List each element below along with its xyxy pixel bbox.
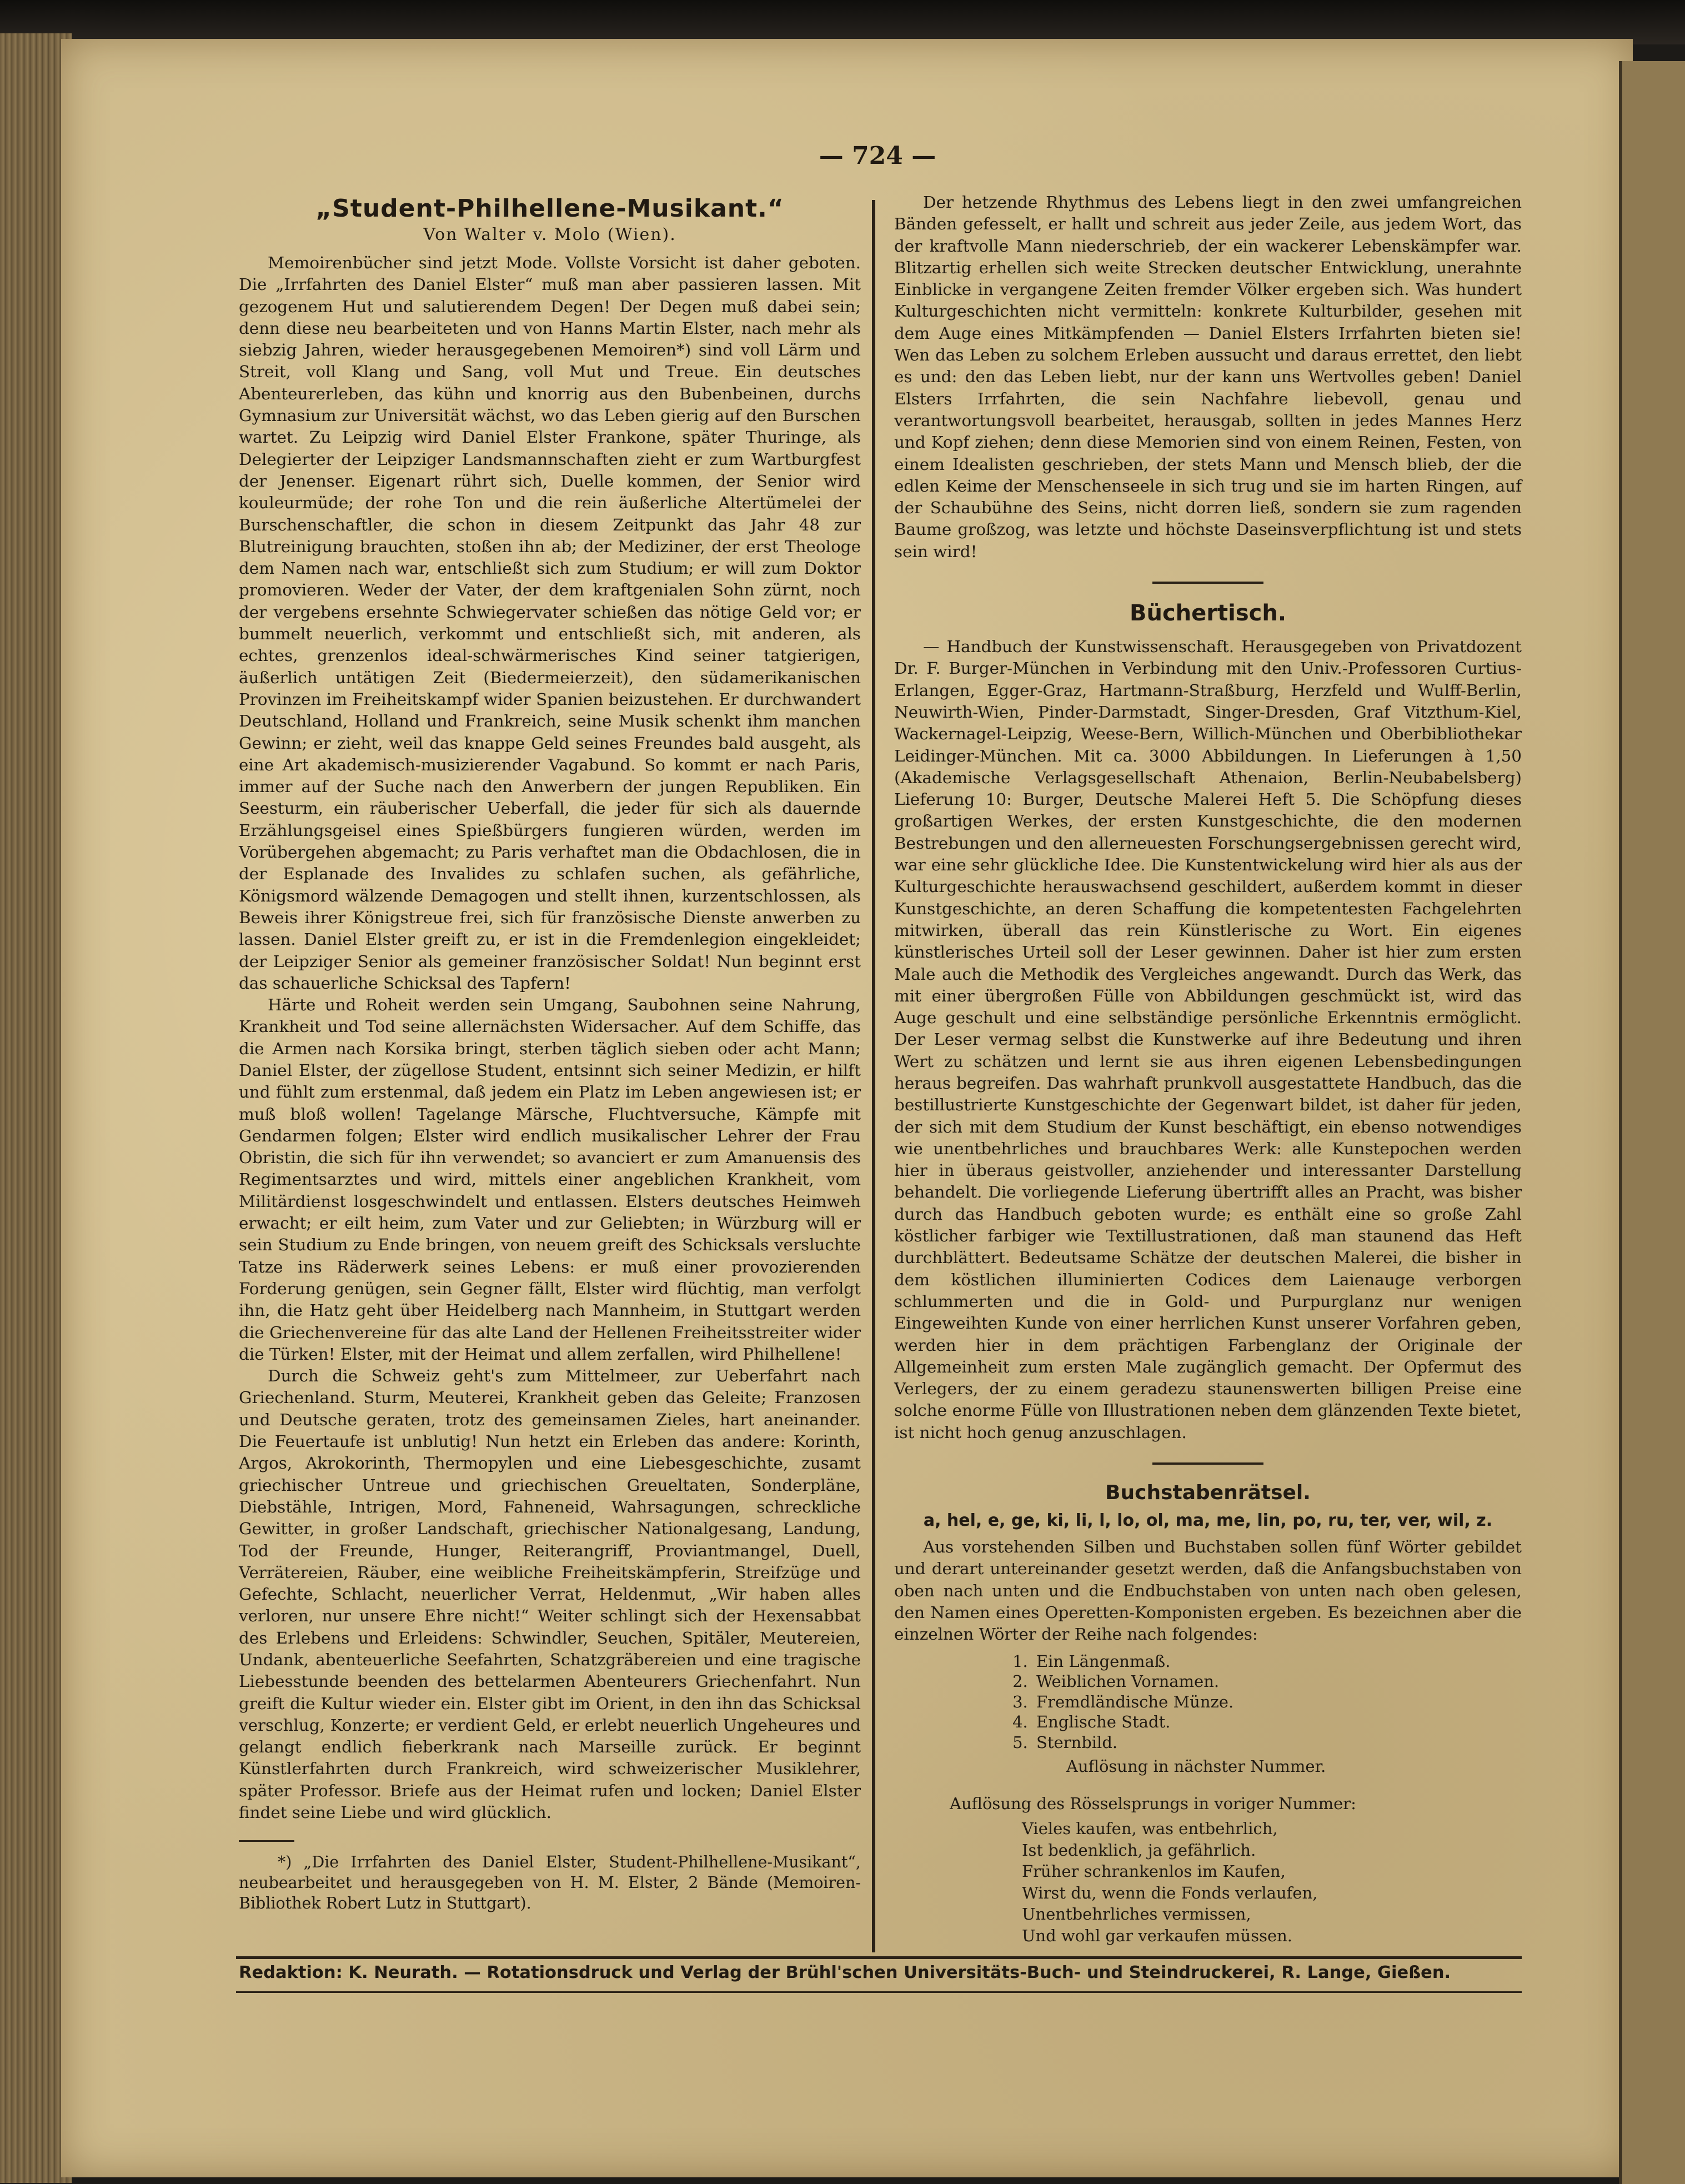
article-continuation: Der hetzende Rhythmus des Lebens liegt in den zwei umfangreichen Bänden gefesselt, er hallt und schreit aus jeder Zeile, aus jedem Wort, das der kraftvolle Mann niederschrieb, der ein wackerer Lebenskämpfer war. Blitzartig erhellen sich weite Strecken deutscher Entwicklung, unerahnte Einblicke in vergangene Zeiten fremder Völker ergeben sich. Was hundert Kulturgeschichten nicht vermitteln: konkrete Kulturbilder, gesehen mit dem Auge eines Mitkämpfenden — Daniel Elsters Irrfahrten bieten sie! Wen das Leben zu solchem Erleben aussucht und daraus errettet, den liebt es und: den das Leben liebt, nur der kann uns Wertvolles geben! Daniel Elsters Irrfahrten, die sein Nachfahre liebevoll, genau und verantwortungsvoll bearbeitet, herausgab, sollten in jedes Mannes Herz und Kopf ziehen; denn diese Memorien sind von einem Reinen, Festen, von einem Idealisten geschrieben, der stets Mann und Mensch blieb, der die edlen Keime der Menschenseele in sich trug und sie im harten Ringen, auf der Schaubühne des Seins, nicht dorren ließ, sondern sie zum ragenden Baume großzog, was letzte und höchste Daseinsverpflichtung ist und stets sein wird! [894,193,1522,561]
article-footnote: *) „Die Irrfahrten des Daniel Elster, Student-Philhellene-Musikant“, neubearbeitet und herausgegeben von H. M. Elster, 2 Bände (Memoiren-Bibliothek Robert Lutz in Stuttgart). [239,1853,861,1913]
poem-line: Vieles kaufen, was entbehrlich, [1022,1819,1278,1839]
left-column [239,194,861,1913]
article-paragraph-1: Memoirenbücher sind jetzt Mode. Vollste Vorsicht ist daher geboten. Die „Irrfahrten des Daniel Elster“ muß man aber passieren lassen. Mit gezogenem Hut und salutierendem Degen! Der Degen muß dabei sein; denn diese neu bearbeiteten und von Hanns Martin Elster, nach mehr als siebzig Jahren, wieder herausgegebenen Memoiren*) sind voll Lärm und Streit, voll Klang und Sang, voll Mut und Treue. Ein deutsches Abenteurerleben, das kühn und knorrig aus den Bubenbeinen, durchs Gymnasium zur Universität wächst, wo das Leben gierig auf den Burschen wartet. Zu Leipzig wird Daniel Elster Frankone, später Thuringe, als Delegierter der Leipziger Landsmannschaften zieht er zum Wartburgfest der Jenenser. Eigenart rührt sich, Duelle kommen, der Senior wird kouleurmüde; der rohe Ton und die rein äußerliche Altertümelei der Burschenschaftler, die schon in diesem Zeitpunkt das Jahr 48 zur Blutreinigung brauchten, stoßen ihn ab; der Mediziner, der erst Theologe dem Namen nach war, entschließt sich zum Studium; er will zum Doktor promovieren. Weder der Vater, der dem kraftgenialen Sohn zürnt, noch der vergebens ersehnte Schwiegervater schießen das nötige Geld vor; er bummelt neuerlich, verkommt und entschließt sich, mit anderen, als echtes, grenzenlos ideal-schwärmerisches Kind seiner tatgierigen, äußerlich untätigen Zeit (Biedermeierzeit), den südamerikanischen Provinzen im Freiheitskampf wider Spanien beizustehen. Er durchwandert Deutschland, Holland und Frankreich, seine Musik schenkt ihm manchen Gewinn; er zieht, weil das knappe Geld seines Freundes bald ausgeht, als eine Art akademisch-musizierender Vagabund. So kommt er nach Paris, immer auf der Suche nach den Anwerbern der jungen Republiken. Ein Seesturm, ein räuberischer Ueberfall, die jeder für sich als dauernde Erzählungsgeisel eines Spießbürgers fungieren würden, werden im Vorübergehen abgemacht; zu Paris verhaftet man die Obdachlosen, die in der Esplanade des Invalides zu schlafen suchen, als gefährliche, Königsmord wälzende Demagogen und stellt ihnen, kurzentschlossen, als Beweis ihrer Königstreue frei, sich für französische Dienste anwerben zu lassen. Daniel Elster greift zu, er ist in die Fremdenlegion eingekleidet; der Leipziger Senior als gemeiner französischer Soldat! Nun beginnt erst das schauerliche Schicksal des Tapfern! [239,253,861,993]
riddle-heading: Buchstabenrätsel. [1105,1481,1311,1505]
riddle-item: 3. Fremdländische Münze. [1033,1692,1522,1712]
riddle-item: 5. Sternbild. [1033,1732,1522,1753]
right-column [894,192,1522,1946]
imprint: Redaktion: K. Neurath. — Rotationsdruck und Verlag der Brühl'schen Universitäts-Buch- und Steindruckerei, R. Lange, Gießen. [239,1963,1451,1982]
riddle-item: 2. Weiblichen Vornamen. [1033,1671,1522,1692]
riddle-list [894,1651,1522,1753]
footnote-rule [239,1840,294,1842]
article-paragraph-3: Durch die Schweiz geht's zum Mittelmeer, zur Ueberfahrt nach Griechenland. Sturm, Meuterei, Krankheit geben das Geleite; Franzosen und Deutsche geraten, trotz des gemeinsamen Zieles, hart aneinander. Die Feuertaufe ist unblutig! Nun hetzt ein Erleben das andere: Korinth, Argos, Akrokorinth, Thermopylen und eine Liebesgeschichte, zusamt griechischer Untreue und griechischen Greueltaten, Sonderpläne, Diebstähle, Intrigen, Mord, Fahneneid, Wahrsagungen, schreckliche Gewitter, in großer Landschaft, griechischer Nationalgesang, Landung, Tod der Freunde, Hunger, Reiterangriff, Proviantmangel, Duell, Verrätereien, Räuber, eine weibliche Freiheitskämpferin, Streifzüge und Gefechte, Schlacht, neuerlicher Verrat, Heldenmut, „Wir haben alles verloren, nur unsere Ehre nicht!“ Weiter schlingt sich der Hexensabbat des Erlebens und Erleidens: Schwindler, Seuchen, Spitäler, Meutereien, Undank, abenteuerliche Seefahrten, Schatzgräbereien und eine tragische Liebesstunde beenden des bettelarmen Abenteurers Griechenfahrt. Nun greift die Kultur wieder ein. Elster gibt im Orient, in den ihn das Schicksal verschlug, Konzerte; er verdient Geld, er erlebt neuerlich Ungeheures und gelangt endlich fieberkrank nach Marseille zurück. Er beginnt Künstlerfahrten durch Frankreich, wird schweizerischer Musiklehrer, später Professor. Briefe aus der Heimat rufen und locken; Daniel Elster findet seine Liebe und wird glücklich. [239,1366,861,1822]
riddle-item: 4. Englische Stadt. [1033,1712,1522,1732]
poem-line: Und wohl gar verkaufen müssen. [1022,1926,1293,1945]
imprint-rule-bottom [236,1991,1522,1993]
poem-line: Ist bedenklich, ja gefährlich. [1022,1840,1256,1860]
section-rule-books [1152,582,1263,584]
books-heading: Büchertisch. [1129,600,1287,627]
scan-background [0,0,1685,44]
column-divider [872,200,875,1952]
poem-line: Wirst du, wenn die Fonds verlaufen, [1022,1883,1318,1902]
article-paragraph-2: Härte und Roheit werden sein Umgang, Saubohnen seine Nahrung, Krankheit und Tod seine allernächsten Widersacher. Auf dem Schiffe, das die Armen nach Korsika bringt, sterben täglich sieben oder acht Mann; Daniel Elster, der zügellose Student, entsinnt sich seiner Medizin, er hilft und fühlt zum erstenmal, daß jedem ein Platz im Leben angewiesen ist; er muß bloß wollen! Tagelange Märsche, Fluchtversuche, Kämpfe mit Gendarmen folgen; Elster wird endlich musikalischer Lehrer der Frau Obristin, die sich für ihn verwendet; so avanciert er zum Amanuensis des Regimentsarztes und wird, mittels einer angeblichen Krankheit, vom Militärdienst losgeschwindelt und entlassen. Elsters deutsches Heimweh erwacht; er eilt heim, zum Vater und zur Geliebten; in Würzburg will er sein Studium zu Ende bringen, von neuem greift des Schicksals versluchte Tatze ins Räderwerk seines Lebens: er muß einer provozierenden Forderung genügen, sein Gegner fällt, Elster wird flüchtig, man verfolgt ihn, die Hatz geht über Heidelberg nach Mannheim, in Stuttgart werden die Griechenvereine für das alte Land der Hellenen Freiheitsstreiter wider die Türken! Elster, mit der Heimat und allem zerfallen, wird Philhellene! [239,995,861,1364]
solution-poem [894,1818,1522,1946]
riddle-syllables: a, hel, e, ge, ki, li, l, lo, ol, ma, me, lin, po, ru, ter, ver, wil, z. [923,1511,1493,1531]
riddle-instructions: Aus vorstehenden Silben und Buchstaben sollen fünf Wörter gebildet und derart untereinander gesetzt werden, daß die Anfangsbuchstaben von oben nach unten und die Endbuchstaben von unten nach oben gelesen, den Namen eines Operetten-Komponisten ergeben. Es bezeichnen aber die einzelnen Wörter der Reihe nach folgendes: [894,1537,1522,1644]
poem-line: Früher schrankenlos im Kaufen, [1022,1862,1286,1881]
imprint-rule [236,1956,1522,1959]
section-rule-riddle [1152,1462,1263,1465]
article-title: „Student-Philhellene-Musikant.“ [315,194,784,223]
poem-line: Unentbehrliches vermissen, [1022,1905,1251,1924]
page-number: — 724 — [819,142,936,170]
article-byline: Von Walter v. Molo (Wien). [423,225,676,244]
books-review: — Handbuch der Kunstwissenschaft. Herausgegeben von Privatdozent Dr. F. Burger-München in Verbindung mit den Univ.-Professoren Curtius-Erlangen, Egger-Graz, Hartmann-Straßburg, Herzfeld und Wulff-Berlin, Neuwirth-Wien, Pinder-Darmstadt, Singer-Dresden, Graf Vitzthum-Kiel, Wackernagel-Leipzig, Weese-Bern, Willich-München und Oberbibliothekar Leidinger-München. Mit ca. 3000 Abbildungen. In Lieferungen à 1,50 (Akademische Verlagsgesellschaft Athenaion, Berlin-Neubabelsberg) Lieferung 10: Burger, Deutsche Malerei Heft 5. Die Schöpfung dieses großartigen Werkes, der ersten Kunstgeschichte, die den modernen Bestrebungen und den allerneuesten Forschungsergebnissen gerecht wird, war eine sehr glückliche Idee. Die Kunstentwickelung wird hier als aus der Kulturgeschichte herauswachsend geschildert, außerdem kommt in dieser Kunstgeschichte, an deren Schaffung die kompetentesten Fachgelehrten mitwirken, überall das rein Künstlerische zu Wort. Ein eigenes künstlerisches Urteil soll der Leser gewinnen. Daher ist hier zum ersten Male auch die Methodik des Vergleiches angewandt. Durch das Werk, das mit einer übergroßen Fülle von Abbildungen geschmückt ist, wird das Auge geschult und eine selbständige persönliche Erkenntnis ermöglicht. Der Leser vermag selbst die Kunstwerke auf ihre Bedeutung und ihren Wert zu schätzen und lernt sie aus ihren eigenen Lebensbedingungen heraus begreifen. Das wahrhaft prunkvoll ausgestattete Handbuch, das die bestillustrierte Kunstgeschichte der Gegenwart bildet, ist daher für jeden, der sich mit dem Studium der Kunst beschäftigt, ein ebenso notwendiges wie unentbehrliches und brauchbares Werk: alle Kunstepochen werden hier in überaus geistvoller, anziehender und interessanter Darstellung behandelt. Die vorliegende Lieferung übertrifft alles an Pracht, was bisher durch das Handbuch geboten wurde; es enthält eine so große Zahl köstlicher farbiger wie Textillustrationen, daß man staunend das Heft durchblättert. Bedeutsame Schätze der deutschen Malerei, die bisher in dem köstlichen illuminierten Codices dem Laienauge verborgen schlummerten und die in Gold- und Purpurglanz nur wenigen Eingeweihten Kunde von einer herrlichen Kunst unserer Vorfahren geben, werden hier in dem prächtigen Farbenglanz der Originale der Allgemeinheit zum ersten Male zugänglich gemacht. Der Opfermut des Verlegers, der zu einem geradezu staunenswerten billigen Preise eine solche enorme Fülle von Illustrationen neben dem glänzenden Texte bietet, ist nicht hoch genug anzuschlagen. [894,637,1522,1442]
riddle-solution-note: Auflösung in nächster Nummer. [1066,1757,1326,1776]
facing-page-edge [1619,61,1685,2184]
solution-heading: Auflösung des Rösselsprungs in voriger Nummer: [950,1794,1356,1814]
riddle-item: 1. Ein Längenmaß. [1033,1651,1522,1672]
